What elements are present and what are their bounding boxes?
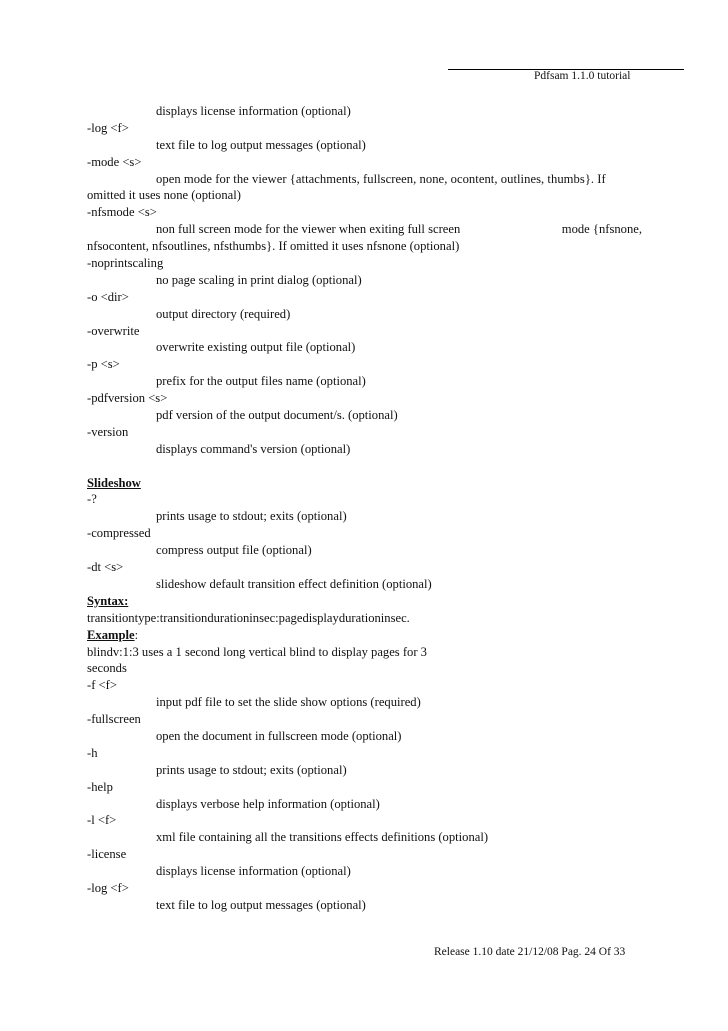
example-colon: : — [134, 627, 139, 642]
h-description: prints usage to stdout; exits (optional) — [156, 762, 347, 777]
pdfversion-description: pdf version of the output document/s. (optional) — [156, 408, 398, 423]
slideshow-license-description: displays license information (optional) — [156, 864, 351, 879]
example-text-line1: blindv:1:3 uses a 1 second long vertical blind to display pages for 3 — [87, 644, 427, 659]
fullscreen-description: open the document in fullscreen mode (optional) — [156, 728, 402, 743]
noprintscaling-description: no page scaling in print dialog (optional) — [156, 272, 362, 287]
syntax-label: Syntax: — [87, 593, 129, 608]
question-option: -? — [87, 492, 97, 507]
compressed-option: -compressed — [87, 526, 151, 541]
mode-option: -mode <s> — [87, 154, 142, 169]
slideshow-log-description: text file to log output messages (optional) — [156, 897, 366, 912]
overwrite-description: overwrite existing output file (optional) — [156, 340, 356, 355]
nfsmode-description-part2: mode {nfsnone, — [561, 222, 642, 237]
example-label: Example — [87, 627, 135, 642]
version-description: displays command's version (optional) — [156, 441, 351, 456]
f-description: input pdf file to set the slide show options (required) — [156, 695, 421, 710]
o-option: -o <dir> — [87, 289, 129, 304]
page-body — [87, 103, 642, 914]
l-description: xml file containing all the transitions effects definitions (optional) — [156, 830, 489, 845]
h-option: -h — [87, 745, 98, 760]
version-option: -version — [87, 424, 129, 439]
p-description: prefix for the output files name (optional) — [156, 374, 366, 389]
question-description: prints usage to stdout; exits (optional) — [156, 509, 347, 524]
example-text-line2: seconds — [87, 661, 127, 676]
nfsmode-description-line2: nfsocontent, nfsoutlines, nfsthumbs}. If omitted it uses nfsnone (optional) — [87, 239, 460, 254]
mode-description-line1 — [87, 171, 642, 188]
nfsmode-description-part1: non full screen mode for the viewer when exiting full screen — [156, 222, 461, 237]
header-title: Pdfsam 1.1.0 tutorial — [534, 70, 631, 82]
overwrite-option: -overwrite — [87, 323, 140, 338]
dt-description: slideshow default transition effect definition (optional) — [156, 576, 432, 591]
help-description: displays verbose help information (optional) — [156, 796, 380, 811]
l-option: -l <f> — [87, 813, 117, 828]
license-description: displays license information (optional) — [156, 104, 351, 118]
p-option: -p <s> — [87, 357, 120, 372]
mode-description-text: open mode for the viewer {attachments, fullscreen, none, ocontent, outlines, thumbs}. If — [156, 171, 606, 186]
section-gap — [87, 458, 642, 475]
f-option: -f <f> — [87, 678, 117, 693]
license-option: -license — [87, 847, 127, 862]
example-label-line — [87, 627, 642, 644]
slideshow-heading: Slideshow — [87, 475, 141, 490]
slideshow-log-option: -log <f> — [87, 880, 129, 895]
log-description: text file to log output messages (optional) — [156, 137, 366, 152]
help-option: -help — [87, 779, 113, 794]
page-footer: Release 1.10 date 21/12/08 Pag. 24 Of 33 — [434, 946, 626, 958]
pdfversion-option: -pdfversion <s> — [87, 391, 168, 406]
compressed-description: compress output file (optional) — [156, 543, 312, 558]
log-option: -log <f> — [87, 120, 129, 135]
syntax-text: transitiontype:transitiondurationinsec:pagedisplaydurationinsec. — [87, 610, 410, 625]
dt-option: -dt <s> — [87, 560, 124, 575]
mode-description-line2: omitted it uses none (optional) — [87, 188, 241, 203]
noprintscaling-option: -noprintscaling — [87, 256, 164, 271]
fullscreen-option: -fullscreen — [87, 712, 141, 727]
nfsmode-option: -nfsmode <s> — [87, 205, 157, 220]
page-header — [448, 68, 684, 82]
o-description: output directory (required) — [156, 306, 291, 321]
nfsmode-description-line1 — [87, 221, 642, 238]
